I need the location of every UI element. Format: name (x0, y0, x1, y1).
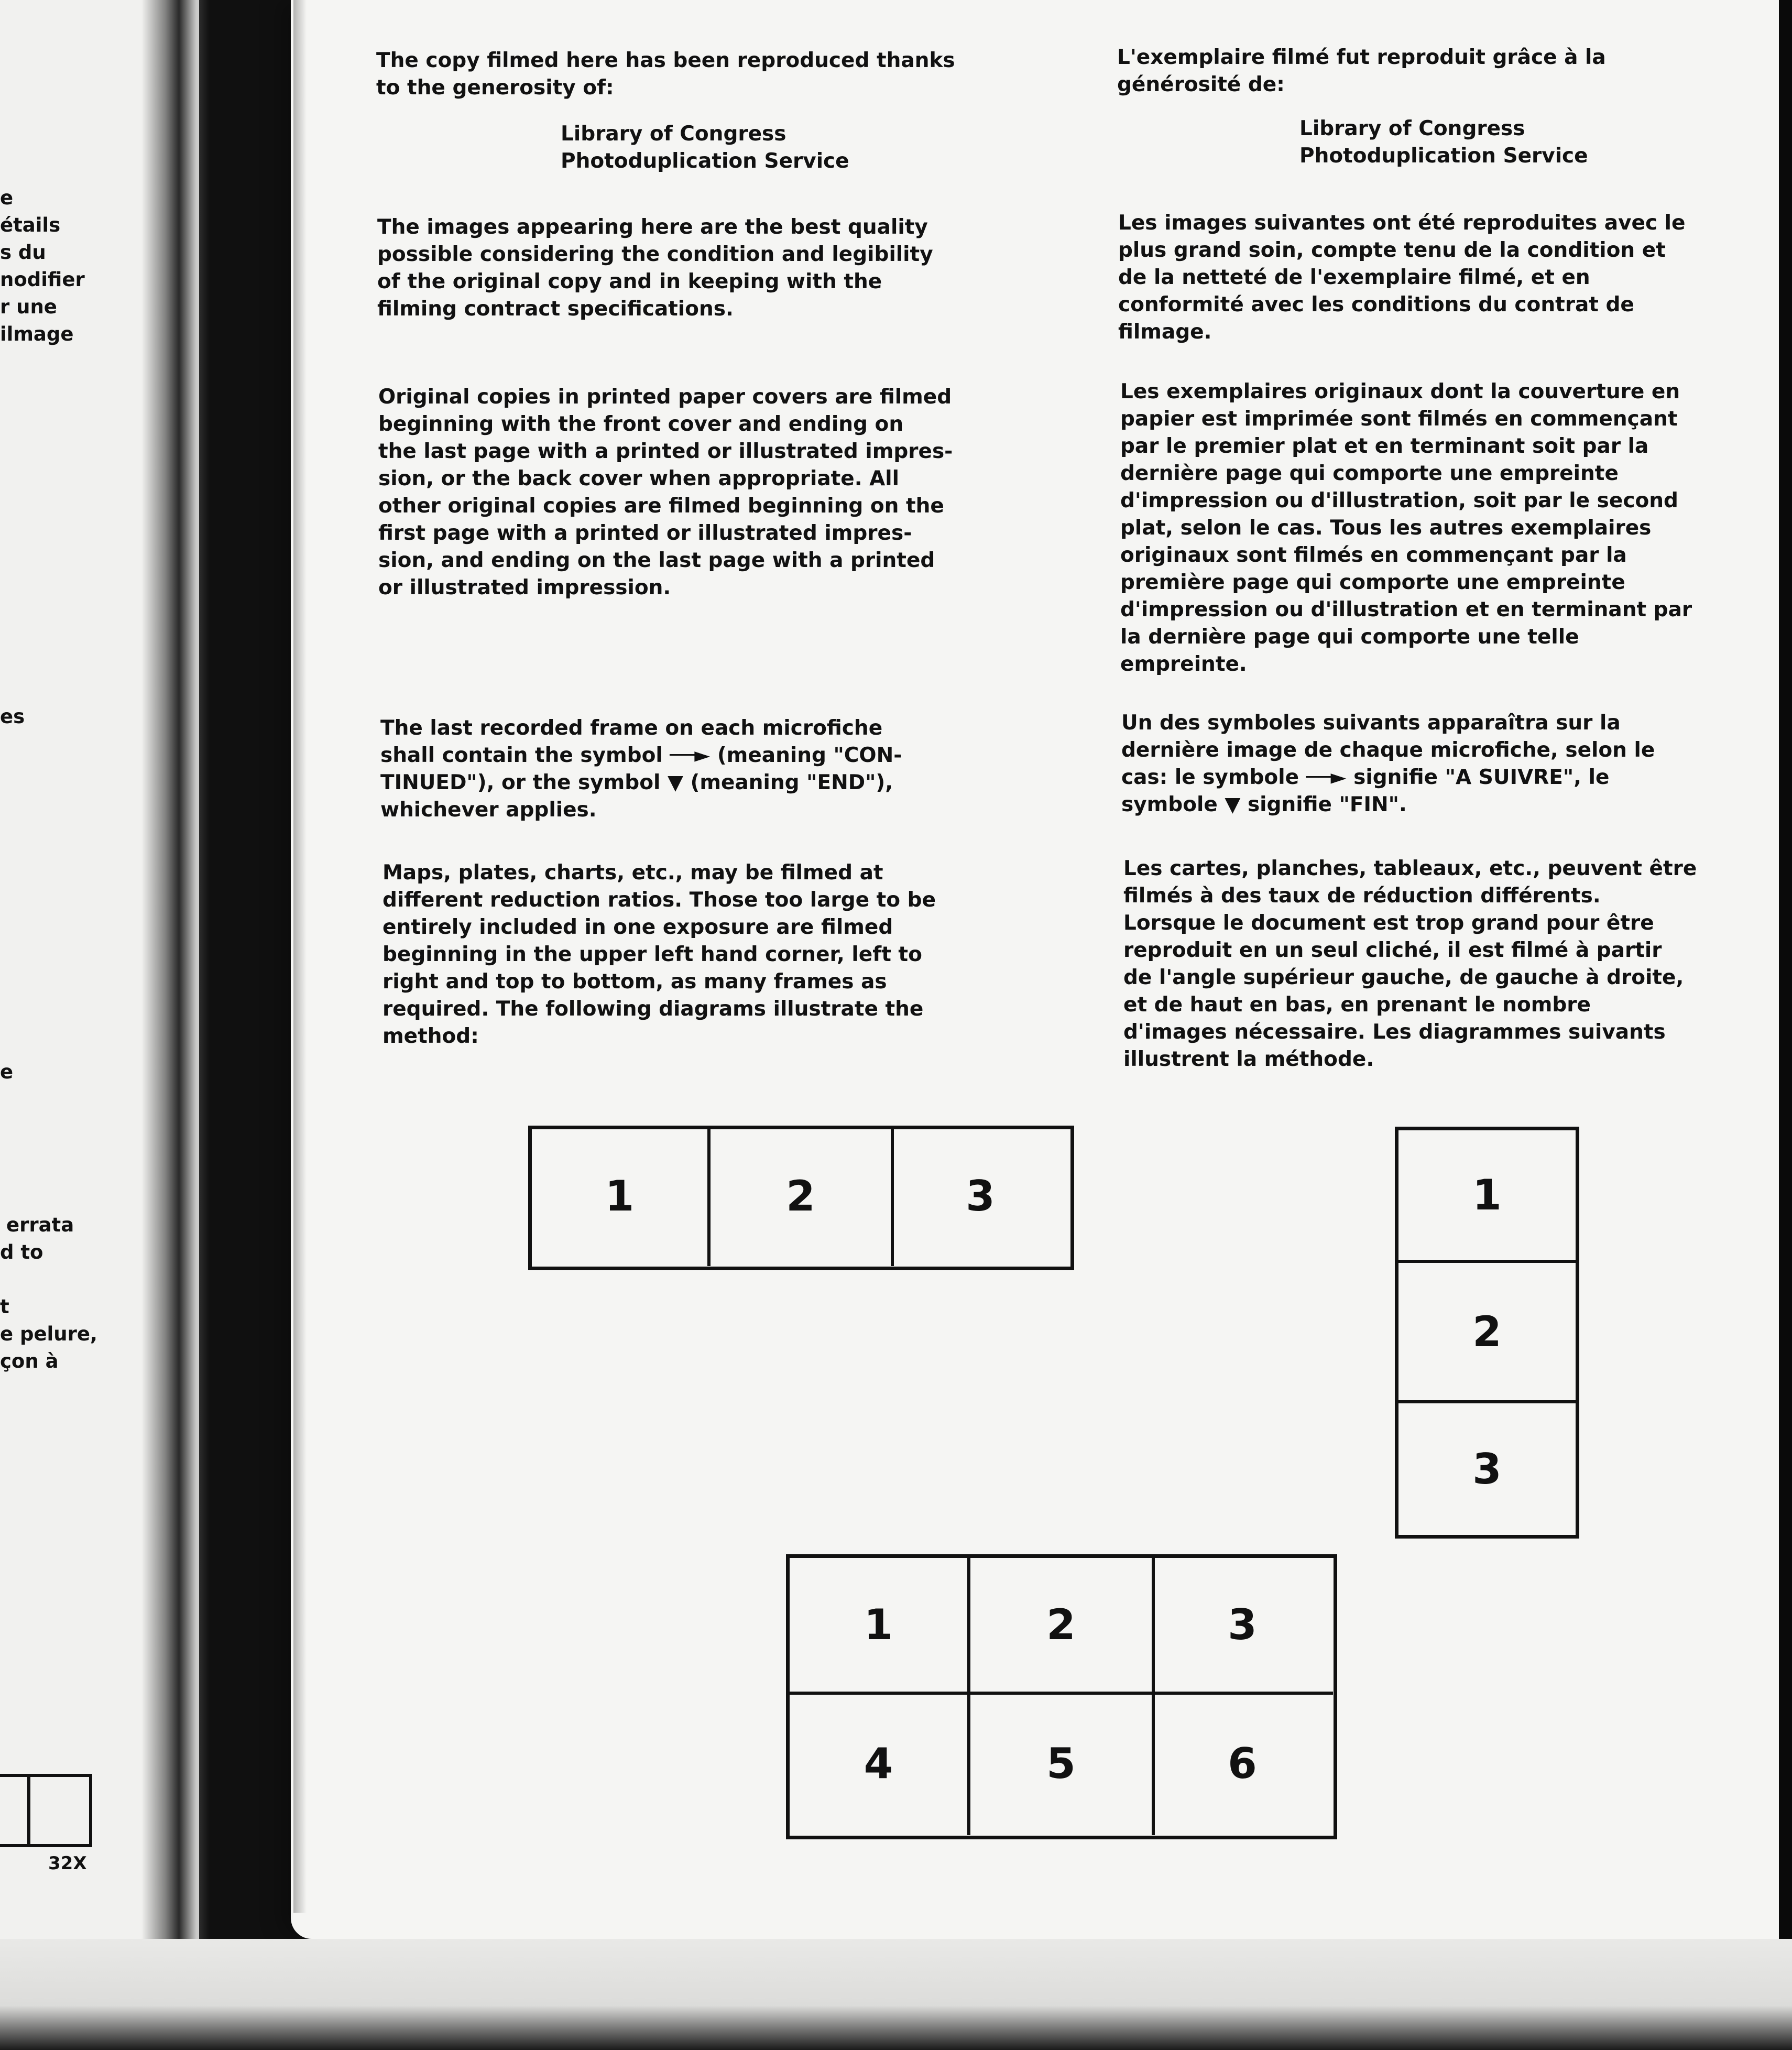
frame-number: 3 (1228, 1600, 1257, 1649)
left-fragment-line: errata (6, 1214, 74, 1236)
left-fragment-line: çon à (0, 1350, 59, 1372)
frame-number: 6 (1228, 1739, 1257, 1788)
frame-number: 4 (864, 1739, 893, 1788)
french-credit-intro: L'exemplaire filmé fut reproduit grâce à la générosité de: (1117, 46, 1606, 96)
left-fragment-line: s du (0, 241, 46, 264)
french-paragraph-maps: Les cartes, planches, tableaux, etc., peuvent être filmés à des taux de réduction différents. Lorsque le document est trop grand pour être reproduit en un seul cliché, il est filmé à partir de l'angle supérieur gauche, de gauche à droite, et de haut en bas, en prenant le nombre d'images nécessaire. Les diagrammes suivants illustrent la méthode. (1123, 857, 1697, 1071)
scale-box (0, 1774, 92, 1847)
left-fragment-line: r une (0, 296, 57, 318)
english-credit-org: Library of Congress Photoduplication Service (561, 122, 849, 173)
frame-number: 3 (966, 1172, 995, 1220)
english-paragraph-covers: Original copies in printed paper covers are filmed beginning with the front cover and ending on the last page with a printed or illustrated impres- sion, or the back cover when appropriate. All other original copies are filmed beginning on the first page with a printed or illustrated impres- sion, and ending on the last page with a printed or illustrated impression. (378, 385, 953, 599)
left-fragment-line: es (0, 705, 25, 728)
french-paragraph-symbols: Un des symboles suivants apparaîtra sur la dernière image de chaque microfiche, selon le cas: le symbole ──► signifie "A SUIVRE", le symbole ▼ signifie "FIN". (1121, 711, 1655, 816)
left-fragment-line: e (0, 187, 14, 209)
left-fragment-line: e pelure, (0, 1323, 97, 1345)
english-paragraph-maps: Maps, plates, charts, etc., may be filmed at different reduction ratios. Those too large to be entirely included in one exposure are filmed beginning in the upper left hand corner, left to right and top to bottom, as many frames as required. The following diagrams illustrate the method: (383, 861, 936, 1048)
bottom-strip (0, 1939, 1792, 2050)
left-fragment-line: e (0, 1061, 14, 1083)
french-credit-org: Library of Congress Photoduplication Service (1299, 117, 1588, 168)
english-paragraph-symbols: The last recorded frame on each microfiche shall contain the symbol ──► (meaning "CON- TINUED"), or the symbol ▼ (meaning "END"), whichever applies. (380, 716, 902, 822)
english-credit-intro: The copy filmed here has been reproduced thanks to the generosity of: (376, 49, 955, 100)
page-spine (293, 0, 307, 1913)
frame-number: 1 (605, 1172, 635, 1220)
left-fragment-line: d to (0, 1241, 43, 1263)
left-fragment-line: étails (0, 214, 61, 236)
left-fragment-line: ilmage (0, 323, 74, 345)
right-edge (1779, 0, 1792, 1939)
english-paragraph-quality: The images appearing here are the best quality possible considering the condition and legibility of the original copy and in keeping with the filming contract specifications. (377, 215, 933, 321)
scale-box-divider (27, 1774, 30, 1844)
frame-number: 2 (1472, 1307, 1502, 1356)
frame-number: 2 (786, 1172, 815, 1220)
left-fragment-line: t (0, 1295, 9, 1318)
frame-number: 1 (864, 1600, 893, 1649)
left-fragment-line: nodifier (0, 268, 85, 291)
frame-number: 2 (1046, 1600, 1076, 1649)
frame-number: 5 (1046, 1739, 1076, 1788)
frame-number: 1 (1472, 1171, 1502, 1219)
french-paragraph-covers: Les exemplaires originaux dont la couverture en papier est imprimée sont filmés en commençant par le premier plat et en terminant soit par la dernière page qui comporte une empreinte d'impression ou d'illustration, soit par le second plat, selon le cas. Tous les autres exemplaires originaux sont filmés en commençant par la première page qui comporte une empreinte d'impression ou d'illustration et en terminant par la dernière page qui comporte une telle empreinte. (1120, 380, 1692, 676)
frame-number: 3 (1472, 1444, 1502, 1493)
page-fold-shadow (141, 0, 210, 1991)
scale-label: 32X (48, 1853, 87, 1874)
french-paragraph-quality: Les images suivantes ont été reproduites avec le plus grand soin, compte tenu de la condition et de la netteté de l'exemplaire filmé, et en conformité avec les conditions du contrat de filmage. (1118, 211, 1686, 344)
